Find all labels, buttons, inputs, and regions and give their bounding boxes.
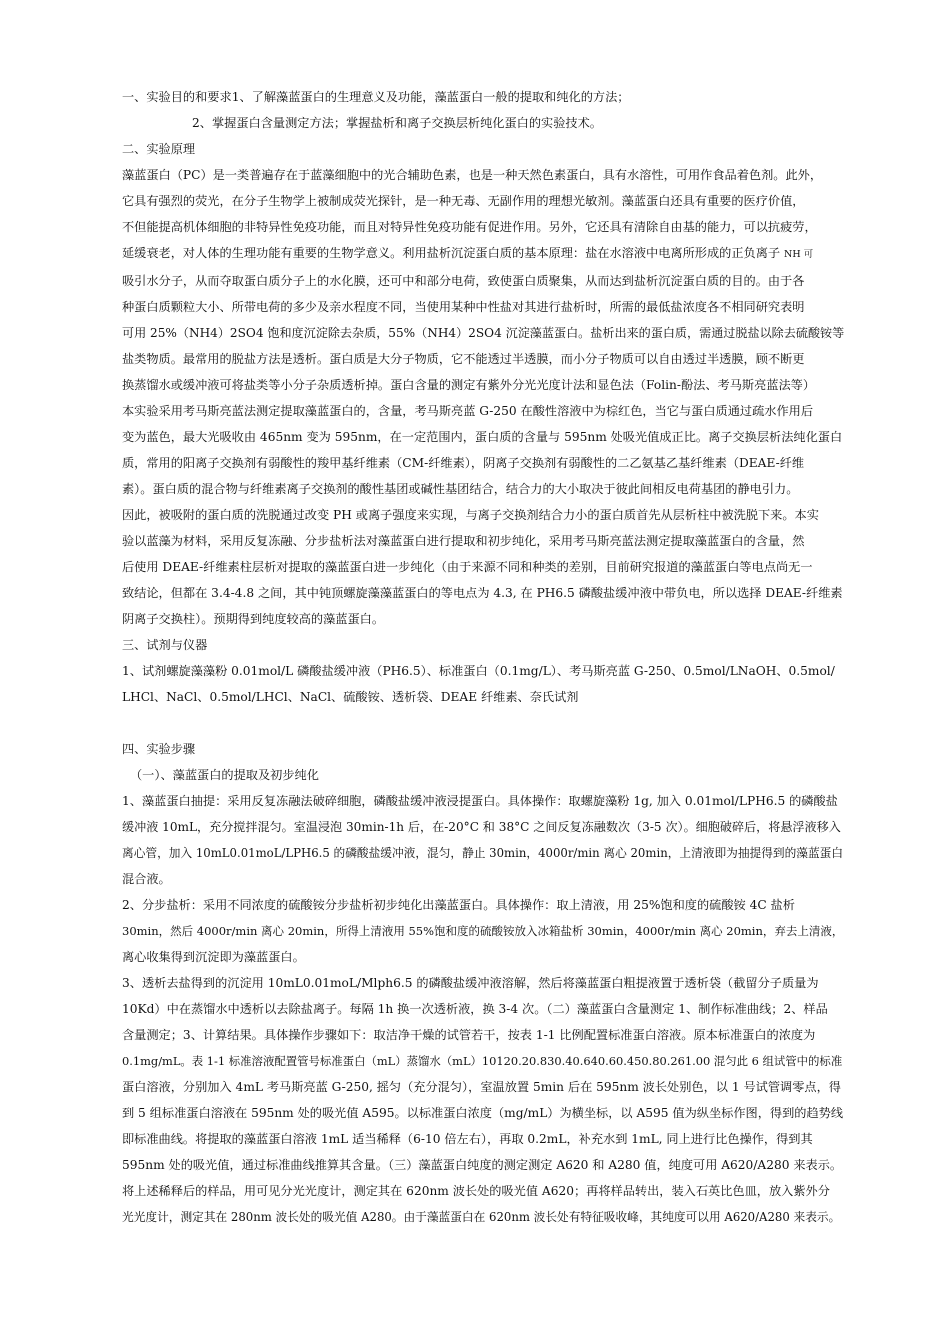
- step-3-line: 10Kd）中在蒸馏水中透析以去除盐离子。每隔 1h 换一次透析液，换 3-4 次。（二）藻蓝蛋白含量测定 1、制作标准曲线；2、样品: [122, 1002, 828, 1016]
- principle-line: 藻蓝蛋白（PC）是一类普遍存在于蓝藻细胞中的光合辅助色素，也是一种天然色素蛋白，具有水溶性，可用作食品着色剂。此外，: [122, 168, 823, 182]
- nh-ion-label: NH 可: [784, 249, 814, 260]
- principle-line: 延缓衰老，对人体的生理功能有重要的生物学意义。利用盐析沉淀蛋白质的基本原理：盐在水溶液中电离所形成的正负离子 NH 可: [122, 246, 814, 260]
- section-3-title: 三、试剂与仪器: [122, 638, 208, 652]
- step-3-line: 3、透析去盐得到的沉淀用 10mL0.01moL/Mlph6.5 的磷酸盐缓冲液溶解，然后将藻蓝蛋白粗提液置于透析袋（截留分子质量为: [122, 976, 819, 990]
- step-3-line: 蛋白溶液，分别加入 4mL 考马斯亮蓝 G-250, 摇匀（充分混匀），室温放置 5min 后在 595nm 波长处别色，以 1 号试管调零点，得: [122, 1080, 841, 1094]
- principle-line: 后使用 DEAE-纤维素柱层析对提取的藻蓝蛋白进一步纯化（由于来源不同和种类的差别，目前研究报道的藻蓝蛋白等电点尚无一: [122, 560, 813, 574]
- principle-line: 验以蓝藻为材料，采用反复冻融、分步盐析法对藻蓝蛋白进行提取和初步纯化，采用考马斯亮蓝法测定提取藻蓝蛋白的含量，然: [122, 534, 805, 548]
- principle-line: 致结论，但都在 3.4-4.8 之间，其中钝顶螺旋藻藻蓝蛋白的等电点为 4.3, 在 PH6.5 磷酸盐缓冲液中带负电，所以选择 DEAE-纤维素: [122, 586, 843, 600]
- step-1-paragraph: [122, 788, 844, 892]
- section-4-title: 四、实验步骤: [122, 742, 196, 756]
- reagent-line: 1、试剂螺旋藻藻粉 0.01mol/L 磷酸盐缓冲液（PH6.5）、标准蛋白（0.1mg/L）、考马斯亮蓝 G-250、0.5mol/LNaOH、0.5mol/: [122, 664, 835, 678]
- objective-item-1: 1、了解藻蓝蛋白的生理意义及功能，藻蓝蛋白一般的提取和纯化的方法；: [231, 90, 630, 104]
- step-2-line: 离心收集得到沉淀即为藻蓝蛋白。: [122, 950, 305, 964]
- principle-paragraph: [122, 162, 844, 632]
- principle-line: 换蒸馏水或缓冲液可将盐类等小分子杂质透析掉。蛋白含量的测定有紫外分光光度计法和显色法（Folin-酚法、考马斯亮蓝法等）: [122, 378, 816, 392]
- step-3-line: 含量测定；3、计算结果。具体操作步骤如下：取洁净干燥的试管若干，按表 1-1 比例配置标准蛋白溶液。原本标准蛋白的浓度为: [122, 1028, 816, 1042]
- step-3-line: 即标准曲线。将提取的藻蓝蛋白溶液 1mL 适当稀释（6-10 倍左右），再取 0.2mL，补充水到 1mL, 同上进行比色操作，得到其: [122, 1132, 813, 1146]
- principle-line: 素）。蛋白质的混合物与纤维素离子交换剂的酸性基团或碱性基团结合，结合力的大小取决于彼此间相反电荷基团的静电引力。: [122, 482, 799, 496]
- step-3-line: 光光度计，测定其在 280nm 波长处的吸光值 A280。由于藻蓝蛋白在 620nm 波长处有特征吸收峰，其纯度可以用 A620/A280 来表示。: [122, 1210, 841, 1224]
- principle-line: 盐类物质。最常用的脱盐方法是透析。蛋白质是大分子物质，它不能透过半透膜，而小分子物质可以自由透过半透膜，顾不断更: [122, 352, 805, 366]
- step-3-line: 将上述稀释后的样品，用可见分光光度计，测定其在 620nm 波长处的吸光值 A620；再将样品转出，装入石英比色皿，放入紫外分: [122, 1184, 830, 1198]
- step-3-paragraph: [122, 970, 844, 1230]
- principle-line: 吸引水分子，从而夺取蛋白质分子上的水化膜，还可中和部分电荷，致使蛋白质聚集，从而达到盐析沉淀蛋白质的目的。由于各: [122, 274, 805, 288]
- subsection-1-title: （一）、藻蓝蛋白的提取及初步纯化: [130, 768, 319, 782]
- reagents-paragraph: [122, 658, 844, 710]
- section-1-title: 一、实验目的和要求: [122, 90, 232, 104]
- step-1-line: 缓冲液 10mL，充分搅拌混匀。室温浸泡 30min-1h 后，在-20°C 和 38°C 之间反复冻融数次（3-5 次）。细胞破碎后，将悬浮液移入: [122, 820, 841, 834]
- step-2-paragraph: [122, 892, 844, 970]
- step-1-line: 1、藻蓝蛋白抽提：采用反复冻融法破碎细胞，磷酸盐缓冲液浸提蛋白。具体操作：取螺旋藻粉 1g, 加入 0.01mol/LPH6.5 的磷酸盐: [122, 794, 838, 808]
- spacer: [122, 710, 844, 736]
- principle-line: 它具有强烈的荧光，在分子生物学上被制成荧光探针，是一种无毒、无副作用的理想光敏剂。藻蓝蛋白还具有重要的医疗价值，: [122, 194, 805, 208]
- step-3-line: 到 5 组标准蛋白溶液在 595nm 处的吸光值 A595。以标准蛋白浓度（mg/mL）为横坐标，以 A595 值为纵坐标作图，得到的趋势线: [122, 1106, 844, 1120]
- principle-line: 因此，被吸附的蛋白质的洗脱通过改变 PH 或离子强度来实现，与离子交换剂结合力小的蛋白质首先从层析柱中被洗脱下来。本实: [122, 508, 819, 522]
- document-page: [122, 84, 844, 1230]
- principle-line: 本实验采用考马斯亮蓝法测定提取藻蓝蛋白的，含量，考马斯亮蓝 G-250 在酸性溶液中为棕红色，当它与蛋白质通过疏水作用后: [122, 404, 814, 418]
- reagent-line: LHCl、NaCl、0.5mol/LHCl、NaCl、硫酸铵、透析袋、DEAE 纤维素、奈氏试剂: [122, 690, 579, 704]
- principle-line: 阴离子交换柱）。预期得到纯度较高的藻蓝蛋白。: [122, 612, 385, 626]
- step-3-line: 0.1mg/mL。表 1-1 标准溶液配置管号标准蛋白（mL）蒸馏水（mL）10120.20.830.40.640.60.450.80.261.00 混匀此 6 组试管中的标准: [122, 1054, 843, 1068]
- principle-line: 变为蓝色，最大光吸收由 465nm 变为 595nm，在一定范围内，蛋白质的含量与 595nm 处吸光值成正比。离子交换层析法纯化蛋白: [122, 430, 843, 444]
- step-3-line: 595nm 处的吸光值，通过标准曲线推算其含量。（三）藻蓝蛋白纯度的测定测定 A620 和 A280 值，纯度可用 A620/A280 来表示。: [122, 1158, 843, 1172]
- step-2-line: 30min，然后 4000r/min 离心 20min，所得上清液用 55%饱和度的硫酸铵放入冰箱盐析 30min，4000r/min 离心 20min，弃去上清液，: [122, 924, 844, 938]
- step-2-line: 2、分步盐析：采用不同浓度的硫酸铵分步盐析初步纯化出藻蓝蛋白。具体操作：取上清液，用 25%饱和度的硫酸铵 4C 盐析: [122, 898, 795, 912]
- principle-line: 质，常用的阳离子交换剂有弱酸性的羧甲基纤维素（CM-纤维素），阴离子交换剂有弱酸性的二乙氨基乙基纤维素（DEAE-纤维: [122, 456, 805, 470]
- step-1-line: 离心管，加入 10mL0.01moL/LPH6.5 的磷酸盐缓冲液，混匀，静止 30min，4000r/min 离心 20min，上清液即为抽提得到的藻蓝蛋白: [122, 846, 844, 860]
- section-2-title: 二、实验原理: [122, 142, 196, 156]
- objectives-heading-line: [122, 84, 844, 110]
- principle-line: 不但能提高机体细胞的非特异性免疫功能，而且对特异性免疫功能有促进作用。另外，它还具有清除自由基的能力，可以抗疲劳，: [122, 220, 817, 234]
- step-1-line: 混合液。: [122, 872, 171, 886]
- principle-line: 种蛋白质颗粒大小、所带电荷的多少及亲水程度不同，当使用某种中性盐对其进行盐析时，所需的最低盐浓度各不相同研究表明: [122, 300, 805, 314]
- principle-line: 可用 25%（NH4）2SO4 饱和度沉淀除去杂质，55%（NH4）2SO4 沉淀藻蓝蛋白。盐析出来的蛋白质，需通过脱盐以除去硫酸铵等: [122, 326, 845, 340]
- objective-item-2: 2、掌握蛋白含量测定方法；掌握盐析和离子交换层析纯化蛋白的实验技术。: [192, 116, 602, 130]
